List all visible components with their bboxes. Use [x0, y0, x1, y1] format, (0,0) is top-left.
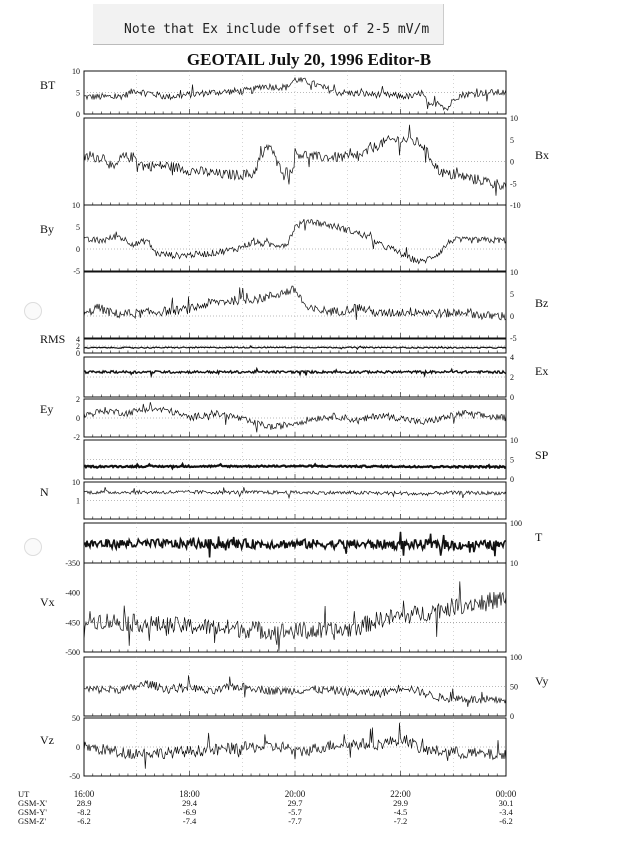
- y-tick-label: -350: [65, 559, 80, 568]
- panel-sp: [84, 440, 506, 479]
- y-tick-label: 10: [510, 436, 518, 445]
- ephemeris-value: 29.4: [182, 798, 197, 808]
- panel-vx: [84, 563, 506, 652]
- y-tick-label: 10: [510, 114, 518, 123]
- panel-label: Vx: [40, 595, 55, 609]
- y-tick-label: -50: [69, 772, 80, 781]
- y-tick-label: -500: [65, 648, 80, 657]
- panel-label: Vy: [535, 674, 549, 688]
- ephemeris-value: 30.1: [498, 798, 514, 808]
- y-tick-label: 0: [510, 712, 514, 721]
- panel-t: [84, 523, 506, 563]
- y-tick-label: -5: [510, 179, 517, 189]
- x-tick-label: 18:00: [179, 789, 200, 799]
- panel-label: By: [40, 222, 55, 236]
- x-tick-label: 16:00: [73, 789, 95, 799]
- y-tick-label: 50: [72, 714, 80, 723]
- y-tick-label: 2: [76, 342, 80, 351]
- panel-label: Ey: [40, 402, 54, 416]
- data-line: [84, 125, 506, 196]
- x-tick-label: 00:00: [495, 789, 517, 799]
- y-tick-label: 0: [510, 393, 514, 402]
- y-tick-label: 0: [76, 743, 80, 752]
- x-tick-label: 20:00: [284, 789, 306, 799]
- ephemeris-row-label: UT: [18, 789, 30, 799]
- y-tick-label: 50: [510, 682, 518, 692]
- y-tick-label: -10: [510, 201, 521, 210]
- data-line: [84, 286, 506, 320]
- y-tick-label: 10: [510, 268, 518, 277]
- y-tick-label: 4: [76, 335, 80, 344]
- panel-bt: [84, 71, 506, 114]
- panel-ex: [84, 357, 506, 397]
- panel-rms: [84, 339, 506, 353]
- panel-bx: [84, 118, 506, 205]
- ephemeris-value: -7.2: [393, 816, 408, 826]
- panel-ey: [84, 399, 506, 437]
- ephemeris-value: -3.4: [499, 807, 513, 817]
- y-tick-label: 0: [510, 475, 514, 484]
- panel-label: Ex: [535, 364, 549, 378]
- y-tick-label: 10: [72, 67, 80, 76]
- ephemeris-value: -6.2: [77, 816, 91, 826]
- ephemeris-row-label: GSM-Y': [18, 807, 47, 817]
- ephemeris-value: -7.4: [182, 816, 197, 826]
- y-tick-label: 10: [72, 478, 80, 487]
- y-tick-label: 100: [510, 519, 522, 528]
- note-text: Note that Ex include offset of 2-5 mV/m: [124, 22, 430, 37]
- panel-vy: [84, 657, 506, 716]
- chart-title: GEOTAIL July 20, 1996 Editor-B: [186, 50, 432, 69]
- panel-label: N: [40, 485, 49, 499]
- y-tick-label: 5: [510, 290, 514, 299]
- ephemeris-value: -6.9: [182, 807, 197, 817]
- ephemeris-value: 28.9: [76, 798, 92, 808]
- y-tick-label: 0: [76, 349, 80, 358]
- panel-label: RMS: [40, 332, 66, 346]
- ephemeris-value: 29.7: [287, 798, 303, 808]
- y-tick-label: -5: [510, 334, 517, 343]
- data-line: [84, 723, 506, 769]
- y-tick-label: 2: [510, 373, 514, 382]
- ephemeris-row-label: GSM-Z': [18, 816, 46, 826]
- data-line: [84, 675, 506, 707]
- y-tick-label: 10: [72, 201, 80, 210]
- y-tick-label: 0: [76, 414, 80, 423]
- panel-n: [84, 482, 506, 519]
- x-tick-label: 22:00: [390, 789, 411, 799]
- y-tick-label: 100: [510, 653, 522, 662]
- y-tick-label: 0: [76, 110, 80, 119]
- y-tick-label: -450: [65, 618, 80, 628]
- y-tick-label: 5: [510, 135, 514, 145]
- panel-bz: [84, 272, 506, 338]
- panel-vz: [84, 718, 506, 776]
- panel-label: Bz: [535, 296, 549, 310]
- y-tick-label: 10: [510, 559, 518, 568]
- y-tick-label: -5: [73, 267, 80, 276]
- y-tick-label: 0: [76, 245, 80, 254]
- panel-label: T: [535, 530, 543, 544]
- data-line: [84, 77, 506, 110]
- panel-label: BT: [40, 78, 56, 92]
- panel-by: [84, 205, 506, 271]
- ephemeris-value: -8.2: [77, 807, 91, 817]
- y-tick-label: 5: [76, 88, 80, 98]
- ephemeris-value: 29.9: [393, 798, 408, 808]
- ephemeris-value: -7.7: [288, 816, 302, 826]
- y-tick-label: 2: [76, 395, 80, 404]
- y-tick-label: 0: [510, 157, 514, 167]
- ephemeris-value: -6.2: [499, 816, 513, 826]
- ephemeris-value: -5.7: [288, 807, 302, 817]
- ephemeris-value: -4.5: [393, 807, 408, 817]
- data-line: [84, 487, 506, 498]
- y-tick-label: -400: [65, 588, 80, 598]
- panel-label: SP: [535, 448, 549, 462]
- y-tick-label: 0: [510, 312, 514, 321]
- y-tick-label: 5: [76, 223, 80, 232]
- y-tick-label: 4: [510, 353, 514, 362]
- y-tick-label: -2: [73, 433, 80, 442]
- ephemeris-row-label: GSM-X': [18, 798, 47, 808]
- panel-label: Vz: [40, 733, 54, 747]
- y-tick-label: 5: [510, 455, 514, 465]
- panel-label: Bx: [535, 148, 550, 162]
- y-tick-label: 1: [76, 496, 80, 506]
